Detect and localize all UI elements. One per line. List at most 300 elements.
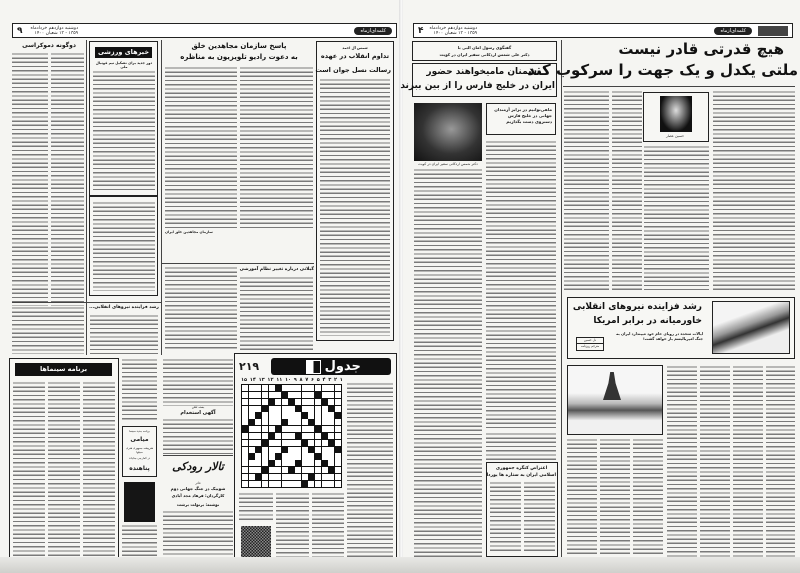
crossword-cell[interactable] [275,392,281,398]
crossword-cell[interactable] [328,385,334,391]
crossword-cell[interactable] [255,399,261,405]
column-rule [86,40,87,355]
mojahedin-signature: سازمان مجاهدین خلق ایران [165,230,213,234]
crossword-cell[interactable] [255,433,261,439]
congress-headline-1: اعتراض کنگره جمهوری [495,466,548,471]
crossword-cell[interactable] [302,467,308,473]
crossword-cell [269,460,275,466]
crossword-cell[interactable] [295,399,301,405]
crossword-cell[interactable] [255,481,261,487]
democracy-text-2 [51,52,84,342]
crossword-cell[interactable] [288,447,294,453]
mojahedin-text-1 [165,66,237,231]
crossword-cell [322,460,328,466]
crossword-cell[interactable] [288,440,294,446]
gilani-text [240,276,313,351]
crossword-cell[interactable] [308,426,314,432]
crossword-cell[interactable] [328,433,334,439]
growth-cartoon [712,301,790,354]
crossword-cell[interactable] [335,433,341,439]
crossword-cell[interactable] [269,419,275,425]
crossword-clues-right [347,382,393,562]
crossword-cell[interactable] [275,412,281,418]
crossword-cell[interactable] [275,440,281,446]
crossword-cell[interactable] [249,399,255,405]
crossword-cell[interactable] [295,392,301,398]
crossword-cell[interactable] [249,481,255,487]
crossword-cell[interactable] [288,385,294,391]
cartoon-text-1 [567,438,597,563]
crossword-cell [315,426,321,432]
lead-photo [660,96,692,132]
crossword-cell[interactable] [295,440,301,446]
growth-box [567,297,795,359]
crossword-cell[interactable] [269,467,275,473]
interview-photo [414,103,482,161]
crossword-cell[interactable] [315,447,321,453]
crossword-cell [255,447,261,453]
crossword-cell[interactable] [335,426,341,432]
crossword-cell[interactable] [255,419,261,425]
crossword-cell [255,474,261,480]
interview-text-3 [486,432,556,460]
crossword-cell[interactable] [269,406,275,412]
crossword-cell[interactable] [275,406,281,412]
crossword-cell[interactable] [302,453,308,459]
crossword-cell[interactable] [335,419,341,425]
crossword-cell[interactable] [288,419,294,425]
crossword-cell[interactable] [249,440,255,446]
crossword-cell[interactable] [335,385,341,391]
crossword-cell[interactable] [335,453,341,459]
crossword-cell[interactable] [242,392,248,398]
crossword-cell[interactable] [282,426,288,432]
crossword-cell[interactable] [302,399,308,405]
crossword-cell[interactable] [315,433,321,439]
sports-box [89,41,158,196]
theatre-play: شوبیک در جنگ جهانی دوم [170,486,226,491]
crossword-cell[interactable] [255,440,261,446]
crossword-cell[interactable] [295,467,301,473]
crossword-cell[interactable] [249,412,255,418]
cinema-listings-3 [83,381,115,561]
lead-photo-caption: حسین عصار [666,134,684,138]
crossword-cell[interactable] [242,460,248,466]
crossword-cell[interactable] [282,460,288,466]
crossword-cell[interactable] [295,453,301,459]
crossword-column-number: ۱۰ [284,377,292,383]
revolution-headline-2: رسالت نسل جوان است [315,66,391,74]
crossword-cell[interactable] [262,426,268,432]
crossword-cell[interactable] [302,426,308,432]
growth-small-text [90,314,158,354]
crossword-cell [249,453,255,459]
cinema-box [9,358,119,566]
crossword-cell[interactable] [282,481,288,487]
crossword-cell[interactable] [275,474,281,480]
crossword-cell[interactable] [308,412,314,418]
cinema-listings-1 [13,381,45,561]
crossword-cell [335,447,341,453]
crossword-cell[interactable] [328,426,334,432]
crossword-cell[interactable] [322,385,328,391]
crossword-cell[interactable] [322,392,328,398]
growth-byline-1: دل حسین [577,338,603,344]
crossword-column-number: ۱۱ [276,377,283,383]
crossword-cell [322,399,328,405]
growth-headline-1: رشد فزاینده نیروهای انقلابی [572,302,702,312]
crossword-cell[interactable] [295,426,301,432]
crossword-cell[interactable] [315,474,321,480]
crossword-cell[interactable] [308,440,314,446]
crossword-column-number: ۷ [305,377,309,383]
masthead-logo: کلمه‌ای‌از‌ماه [714,27,752,35]
interview-headline-1: دشمنان مامیخواهند حضور [426,67,542,77]
crossword-cell[interactable] [322,481,328,487]
crossword-cell[interactable] [302,474,308,480]
left-masthead [12,23,397,38]
crossword-cell[interactable] [262,412,268,418]
masthead-logo-icon [758,26,788,36]
crossword-cell[interactable] [242,440,248,446]
theatre-kicker: تئاتر [195,481,201,485]
interview-text-2 [414,168,482,568]
congress-text-2 [524,481,555,553]
crossword-cell[interactable] [315,460,321,466]
section-rule [163,455,233,456]
crossword-cell[interactable] [315,412,321,418]
crossword-cell[interactable] [288,412,294,418]
crossword-cell[interactable] [335,467,341,473]
crossword-cell[interactable] [328,419,334,425]
crossword-cell[interactable] [275,481,281,487]
crossword-cell[interactable] [282,467,288,473]
crossword-cell[interactable] [262,419,268,425]
crossword-cell [288,399,294,405]
crossword-cell[interactable] [275,419,281,425]
crossword-cell[interactable] [282,453,288,459]
interview-kicker-box [412,41,557,61]
theatre-title: تالار رودکی [172,460,224,473]
crossword-column-number: ۱ [339,377,343,383]
crossword-cell[interactable] [288,474,294,480]
crossword-column-number: ۱۲ [267,377,274,383]
sports-subtitle: دور جدید برای تشکیل تیم فوتبال ملی [95,61,153,69]
crossword-cell[interactable] [282,406,288,412]
crossword-cell[interactable] [249,433,255,439]
crossword-cell[interactable] [262,481,268,487]
crossword-cell[interactable] [308,392,314,398]
crossword-cell[interactable] [335,474,341,480]
theatre-author: نوشته: برتولت برشت [176,502,220,507]
growth-deck: ایالات متحده در رویای خام خود میپندارد ایران به جنگ امپریالیسم باز خواهد گشت! [616,332,703,341]
crossword-cell [262,406,268,412]
crossword-cell[interactable] [302,385,308,391]
crossword-cell[interactable] [249,406,255,412]
crossword-cell [282,392,288,398]
crossword-cell[interactable] [288,426,294,432]
crossword-cell [335,412,341,418]
crossword-cell[interactable] [242,481,248,487]
crossword-cell [328,467,334,473]
crossword-cell[interactable] [295,419,301,425]
statue-figure [603,372,621,400]
crossword-cell[interactable] [242,453,248,459]
crossword-cell[interactable] [288,481,294,487]
crossword-cell[interactable] [302,433,308,439]
crossword-cell[interactable] [295,412,301,418]
crossword-cell [328,406,334,412]
crossword-cell[interactable] [242,419,248,425]
crossword-cell[interactable] [255,392,261,398]
crossword-cell[interactable] [262,399,268,405]
crossword-cell[interactable] [322,453,328,459]
crossword-cell[interactable] [249,447,255,453]
crossword-cell[interactable] [282,385,288,391]
crossword-cell[interactable] [282,412,288,418]
crossword-cell[interactable] [288,433,294,439]
lead-text-4 [713,90,795,290]
cinema-ad-title: میامی [130,436,149,443]
crossword-cell[interactable] [322,447,328,453]
crossword-column-number: ۳ [328,377,332,383]
masthead-date: دوشنبه دوازدهم خردادماه ۱۳۵۹ - ۱۳ شعبان ۱۴۰۰ [30,25,79,36]
crossword-cell [262,440,268,446]
gilani-headline: گیلانی درباره تغییر نظام آموزشی [239,267,314,272]
crossword-cell[interactable] [249,385,255,391]
crossword-cell[interactable] [335,406,341,412]
crossword-cell[interactable] [322,467,328,473]
crossword-cell[interactable] [255,406,261,412]
crossword-cell[interactable] [308,385,314,391]
crossword-cell[interactable] [242,399,248,405]
crossword-cell[interactable] [282,440,288,446]
page-number: ۹ [17,25,23,36]
crossword-cell[interactable] [269,392,275,398]
growth-byline-2: مترجم روزنامه [580,344,600,348]
right-page [400,0,800,573]
crossword-cell[interactable] [255,453,261,459]
scan-edge [0,557,800,573]
revolution-box [316,41,394,341]
crossword-cell [282,419,288,425]
crossword-cell[interactable] [282,399,288,405]
radio-text [163,418,233,454]
crossword-cell [308,447,314,453]
crossword-cell[interactable] [255,385,261,391]
congress-text-1 [490,481,521,553]
crossword-cell[interactable] [328,460,334,466]
crossword-cell[interactable] [255,460,261,466]
left-article-text [165,266,237,351]
democracy-text [12,52,48,342]
crossword-cell [269,433,275,439]
crossword-cell[interactable] [242,447,248,453]
crossword-cell[interactable] [255,467,261,473]
crossword-cell[interactable] [302,460,308,466]
crossword-cell[interactable] [308,406,314,412]
crossword-cell[interactable] [302,406,308,412]
crossword-cell[interactable] [322,412,328,418]
crossword-cell[interactable] [282,474,288,480]
crossword-cell[interactable] [269,426,275,432]
crossword-cell[interactable] [322,419,328,425]
crossword-cell[interactable] [328,392,334,398]
crossword-grid[interactable] [241,384,342,488]
crossword-cell[interactable] [308,433,314,439]
crossword-cell[interactable] [315,481,321,487]
revolution-kicker: شمس آل احمد [342,46,368,50]
crossword-cell[interactable] [269,474,275,480]
crossword-clues-1 [239,492,273,522]
section-rule [12,302,162,303]
lower-text-4 [766,365,795,563]
crossword-cell[interactable] [328,481,334,487]
radio-headline: آگهی استخدام [180,410,216,416]
crossword-cell[interactable] [242,433,248,439]
crossword-cell[interactable] [322,474,328,480]
cinema-ad-line3: در کمارجی جنایات [128,456,151,460]
crossword-cell[interactable] [275,433,281,439]
growth-small-headline: رشد فزاینده نیروهای انقلابی... [89,305,159,310]
crossword-cell[interactable] [249,460,255,466]
lead-text-1 [564,90,609,290]
cinema-title: برنامه سینماها [15,363,112,376]
crossword-cell[interactable] [322,406,328,412]
crossword-cell [295,460,301,466]
crossword-cell[interactable] [242,412,248,418]
page-number: ۴ [418,25,424,36]
crossword-cell[interactable] [242,385,248,391]
crossword-cell [249,419,255,425]
mojahedin-text-2 [240,66,313,231]
upper-text-block [122,358,157,422]
crossword-cell [308,474,314,480]
crossword-cell[interactable] [275,467,281,473]
right-masthead [413,23,793,38]
crossword-cell[interactable] [269,447,275,453]
crossword-cell[interactable] [302,419,308,425]
sports-box-lower [89,196,158,296]
crossword-cell[interactable] [335,399,341,405]
crossword-cell[interactable] [262,392,268,398]
cinema-listings-2 [48,381,80,561]
crossword-cell[interactable] [308,481,314,487]
crossword-cell[interactable] [308,460,314,466]
crossword-cell[interactable] [308,399,314,405]
interview-headline-2: ایران در خلیج فارس را از بین ببرند [400,81,555,91]
crossword-cell[interactable] [242,467,248,473]
crossword-cell[interactable] [282,433,288,439]
crossword-cell[interactable] [295,447,301,453]
crossword-cell[interactable] [328,453,334,459]
crossword-cell[interactable] [249,467,255,473]
crossword-cell[interactable] [249,392,255,398]
crossword-clues-3 [312,492,344,564]
crossword-cell[interactable] [328,412,334,418]
crossword-cell[interactable] [242,406,248,412]
crossword-cell[interactable] [262,474,268,480]
crossword-cell[interactable] [315,399,321,405]
crossword-cell [255,412,261,418]
crossword-number: ۲۱۹ [239,360,260,373]
crossword-cell[interactable] [322,426,328,432]
masthead-date: دوشنبه دوازدهم خردادماه ۱۳۵۹ - ۱۳ شعبان ۱۴۰۰ [429,25,478,36]
crossword-cell[interactable] [308,467,314,473]
crossword-cell[interactable] [295,481,301,487]
crossword-cell[interactable] [269,453,275,459]
crossword-cell[interactable] [308,453,314,459]
crossword-cell[interactable] [328,399,334,405]
crossword-cell[interactable] [269,412,275,418]
crossword-cell[interactable] [262,447,268,453]
crossword-cell[interactable] [262,433,268,439]
crossword-cell[interactable] [269,440,275,446]
crossword-cell[interactable] [255,426,261,432]
crossword-column-number: ۹ [293,377,297,383]
crossword-cell[interactable] [335,440,341,446]
crossword-cell[interactable] [328,447,334,453]
crossword-cell[interactable] [288,392,294,398]
crossword-cell [269,399,275,405]
crossword-clues-2 [276,492,309,564]
crossword-cell[interactable] [295,474,301,480]
crossword-cell[interactable] [315,385,321,391]
crossword-cell[interactable] [275,447,281,453]
growth-byline-box [576,337,604,351]
crossword-cell[interactable] [262,453,268,459]
crossword-cell [315,453,321,459]
lower-text-3 [733,365,763,563]
crossword-cell[interactable] [315,419,321,425]
crossword-cell[interactable] [335,460,341,466]
crossword-cell[interactable] [275,399,281,405]
crossword-cell[interactable] [315,440,321,446]
crossword-cell[interactable] [288,453,294,459]
cartoon-text-2 [600,438,630,563]
crossword-cell[interactable] [295,385,301,391]
crossword-title-banner: جدول [271,358,391,375]
crossword-column-number: ۱۴ [249,377,256,383]
crossword-cell[interactable] [269,385,275,391]
crossword-cell[interactable] [322,440,328,446]
crossword-cell[interactable] [288,406,294,412]
crossword-cell[interactable] [242,474,248,480]
crossword-cell[interactable] [302,392,308,398]
crossword-cell[interactable] [275,460,281,466]
crossword-cell [308,419,314,425]
crossword-cell[interactable] [315,467,321,473]
crossword-cell[interactable] [288,460,294,466]
crossword-cell[interactable] [315,406,321,412]
interview-photo-caption: دکتر شمس اردکانی سفیر ایران در کویت [418,162,478,166]
crossword-cell[interactable] [249,426,255,432]
crossword-cell[interactable] [328,474,334,480]
crossword-column-number: ۱۳ [258,377,265,383]
lead-text-2 [612,90,642,290]
crossword-cell[interactable] [262,385,268,391]
crossword-column-number: ۸ [299,377,303,383]
mojahedin-headline-2: به دعوت رادیو تلویزیون به مناظره [180,53,298,61]
crossword-cell[interactable] [302,447,308,453]
crossword-cell[interactable] [262,460,268,466]
crossword-cell[interactable] [335,392,341,398]
interview-text-1 [486,140,556,430]
crossword-cell[interactable] [335,481,341,487]
pullquote-text: ماهی‌توانیم در برابر آزمندان جهانی در خلیج فارس دستروی دست بگذاریم [494,107,552,124]
crossword-cell[interactable] [269,481,275,487]
crossword-cell[interactable] [249,474,255,480]
